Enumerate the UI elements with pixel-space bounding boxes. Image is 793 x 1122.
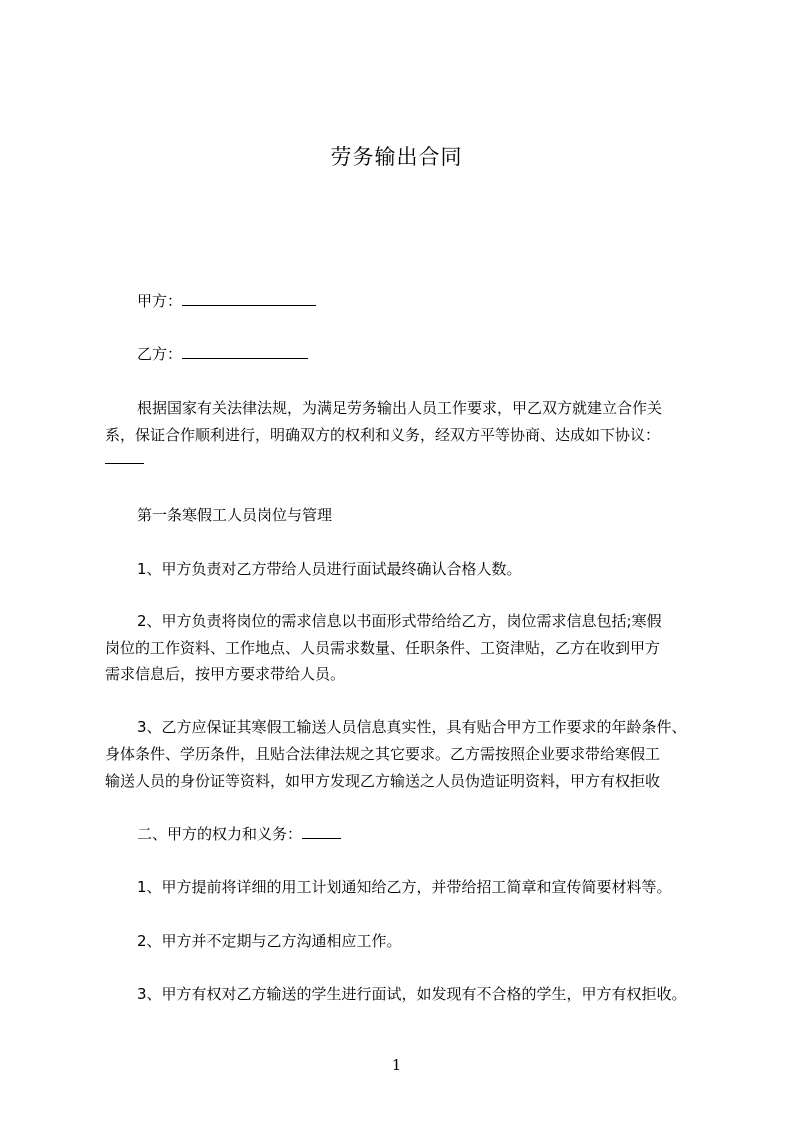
page-number: 1	[391, 1056, 402, 1074]
preamble-blank	[105, 449, 144, 464]
party-a-blank	[182, 291, 316, 306]
article1-item2-line-1: 2、甲方负责将岗位的需求信息以书面形式带给给乙方，岗位需求信息包括;寒假	[137, 612, 662, 630]
preamble-line-1: 根据国家有关法律法规，为满足劳务输出人员工作要求，甲乙双方就建立合作关	[137, 399, 663, 417]
article2-blank	[302, 824, 341, 839]
article1-item1: 1、甲方负责对乙方带给人员进行面试最终确认合格人数。	[137, 560, 522, 578]
article1-item3-line-3: 输送人员的身份证等资料，如甲方发现乙方输送之人员伪造证明资料，甲方有权拒收	[105, 772, 661, 790]
article1-heading: 第一条寒假工人员岗位与管理	[137, 506, 333, 524]
party-b-line	[137, 344, 308, 364]
article1-item3-line-2: 身体条件、学历条件，且贴合法律法规之其它要求。乙方需按照企业要求带给寒假工	[105, 745, 661, 763]
article2-heading-line	[137, 824, 341, 844]
article1-item3-line-1: 3、乙方应保证其寒假工输送人员信息真实性，具有贴合甲方工作要求的年龄条件、	[137, 718, 687, 736]
article1-item2-line-3: 需求信息后，按甲方要求带给人员。	[105, 665, 346, 683]
preamble-blank-line	[105, 449, 144, 469]
party-a-label: 甲方：	[137, 292, 183, 310]
contract-title: 劳务输出合同	[330, 145, 463, 169]
party-b-label: 乙方：	[137, 345, 183, 363]
article2-heading: 二、甲方的权力和义务：	[137, 825, 303, 843]
preamble-line-2: 系，保证合作顺利进行，明确双方的权利和义务，经双方平等协商、达成如下协议：	[105, 426, 661, 444]
article2-item3: 3、甲方有权对乙方输送的学生进行面试，如发现有不合格的学生，甲方有权拒收。	[137, 985, 687, 1003]
article2-item2: 2、甲方并不定期与乙方沟通相应工作。	[137, 932, 402, 950]
party-b-blank	[182, 344, 308, 359]
party-a-line	[137, 291, 316, 311]
article2-item1: 1、甲方提前将详细的用工计划通知给乙方，并带给招工简章和宣传简要材料等。	[137, 878, 672, 896]
article1-item2-line-2: 岗位的工作资料、工作地点、人员需求数量、任职条件、工资津贴，乙方在收到甲方	[105, 639, 661, 657]
